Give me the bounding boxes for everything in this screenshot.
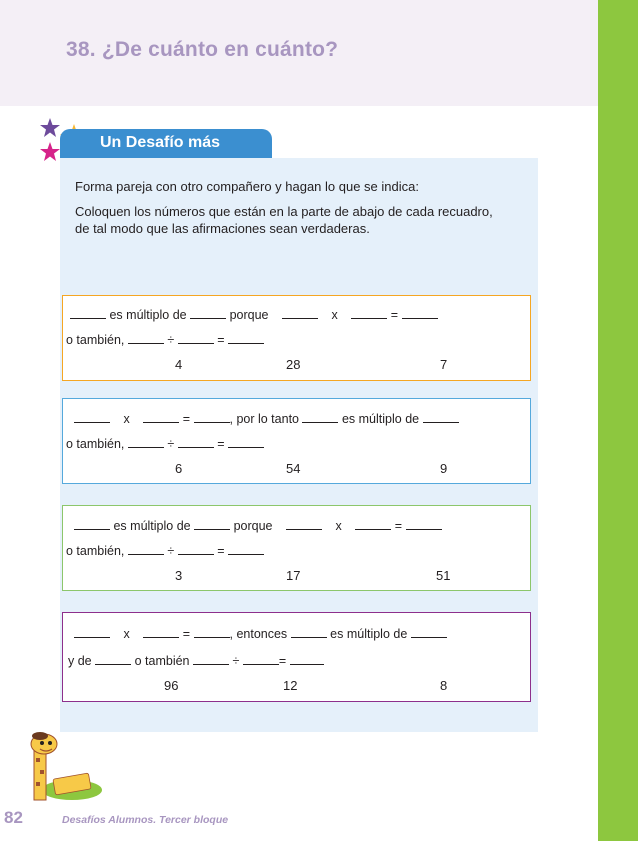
statement-text: es múltiplo de xyxy=(113,519,191,533)
statement-text: porque xyxy=(229,308,269,322)
number-option: 3 xyxy=(175,568,183,583)
statement-text: o también, xyxy=(66,437,125,451)
answer-blank[interactable] xyxy=(178,332,214,344)
answer-blank[interactable] xyxy=(194,626,230,638)
statement-text: ÷ xyxy=(232,654,240,668)
answer-blank[interactable] xyxy=(128,543,164,555)
number-option: 12 xyxy=(283,678,298,693)
number-option: 9 xyxy=(440,461,448,476)
statement-text: es múltiplo de xyxy=(109,308,187,322)
answer-blank[interactable] xyxy=(423,411,459,423)
statement-line-2 xyxy=(66,332,264,347)
number-option: 51 xyxy=(436,568,451,583)
instruction-2 xyxy=(75,203,535,237)
statement-line-1 xyxy=(74,626,447,641)
answer-blank[interactable] xyxy=(286,518,322,530)
number-option: 8 xyxy=(440,678,448,693)
answer-blank[interactable] xyxy=(402,307,438,319)
page-number: 82 xyxy=(4,808,23,827)
instructions xyxy=(75,178,535,245)
statement-text: es múltiplo de xyxy=(330,627,408,641)
answer-blank[interactable] xyxy=(228,543,264,555)
answer-blank[interactable] xyxy=(74,626,110,638)
statement-line-2 xyxy=(68,653,324,668)
answer-blank[interactable] xyxy=(178,436,214,448)
statement-text: = xyxy=(182,412,191,426)
number-option: 17 xyxy=(286,568,301,583)
answer-blank[interactable] xyxy=(243,653,279,665)
answer-blank[interactable] xyxy=(178,543,214,555)
answer-blank[interactable] xyxy=(143,626,179,638)
statement-text: es múltiplo de xyxy=(341,412,420,426)
number-option: 7 xyxy=(440,357,448,372)
statement-text: = xyxy=(394,519,403,533)
answer-blank[interactable] xyxy=(143,411,179,423)
number-option: 6 xyxy=(175,461,183,476)
number-option: 4 xyxy=(175,357,183,372)
statement-line-1 xyxy=(74,411,459,426)
number-option: 28 xyxy=(286,357,301,372)
statement-text: x xyxy=(335,519,342,533)
statement-text: = xyxy=(390,308,399,322)
answer-blank[interactable] xyxy=(355,518,391,530)
answer-blank[interactable] xyxy=(228,436,264,448)
statement-text: = xyxy=(217,544,225,558)
side-bar xyxy=(598,0,638,841)
number-option: 96 xyxy=(164,678,179,693)
statement-text: o también, xyxy=(66,544,125,558)
statement-text: = xyxy=(182,627,191,641)
answer-blank[interactable] xyxy=(291,626,327,638)
answer-blank[interactable] xyxy=(74,518,110,530)
answer-blank[interactable] xyxy=(406,518,442,530)
statement-text: y de xyxy=(68,654,92,668)
instruction-2b: de tal modo que las afirmaciones sean verdaderas. xyxy=(75,221,370,236)
answer-blank[interactable] xyxy=(128,436,164,448)
answer-blank[interactable] xyxy=(290,653,324,665)
answer-blank[interactable] xyxy=(193,653,229,665)
statement-line-2 xyxy=(66,543,264,558)
statement-text: o también xyxy=(134,654,190,668)
answer-blank[interactable] xyxy=(128,332,164,344)
statement-text: o también, xyxy=(66,333,125,347)
answer-blank[interactable] xyxy=(351,307,387,319)
statement-text: ÷ xyxy=(167,333,175,347)
statement-text: = xyxy=(217,437,225,451)
answer-blank[interactable] xyxy=(411,626,447,638)
instruction-1: Forma pareja con otro compañero y hagan lo que se indica: xyxy=(75,179,419,194)
statement-text: ÷ xyxy=(167,437,175,451)
answer-blank[interactable] xyxy=(302,411,338,423)
answer-blank[interactable] xyxy=(190,307,226,319)
instruction-2a: Coloquen los números que están en la parte de abajo de cada recuadro, xyxy=(75,204,493,219)
statement-text: x xyxy=(123,627,130,641)
statement-text: x xyxy=(331,308,338,322)
statement-text: ÷ xyxy=(167,544,175,558)
number-option: 54 xyxy=(286,461,301,476)
answer-blank[interactable] xyxy=(194,518,230,530)
section-tab-label: Un Desafío más xyxy=(100,134,221,151)
answer-blank[interactable] xyxy=(95,653,131,665)
statement-line-1 xyxy=(70,307,438,322)
statement-text: x xyxy=(123,412,130,426)
answer-blank[interactable] xyxy=(70,307,106,319)
statement-text: = xyxy=(278,654,287,668)
answer-blank[interactable] xyxy=(194,411,230,423)
statement-text: , por lo tanto xyxy=(229,412,299,426)
statement-line-2 xyxy=(66,436,264,451)
statement-text: porque xyxy=(233,519,273,533)
statement-line-1 xyxy=(74,518,442,533)
statement-text: , entonces xyxy=(229,627,288,641)
statement-text: = xyxy=(217,333,225,347)
footer-text: Desafíos Alumnos. Tercer bloque xyxy=(62,814,229,826)
page-title: 38. ¿De cuánto en cuánto? xyxy=(66,38,339,61)
answer-blank[interactable] xyxy=(228,332,264,344)
answer-blank[interactable] xyxy=(282,307,318,319)
answer-blank[interactable] xyxy=(74,411,110,423)
giraffe-icon xyxy=(22,728,102,808)
